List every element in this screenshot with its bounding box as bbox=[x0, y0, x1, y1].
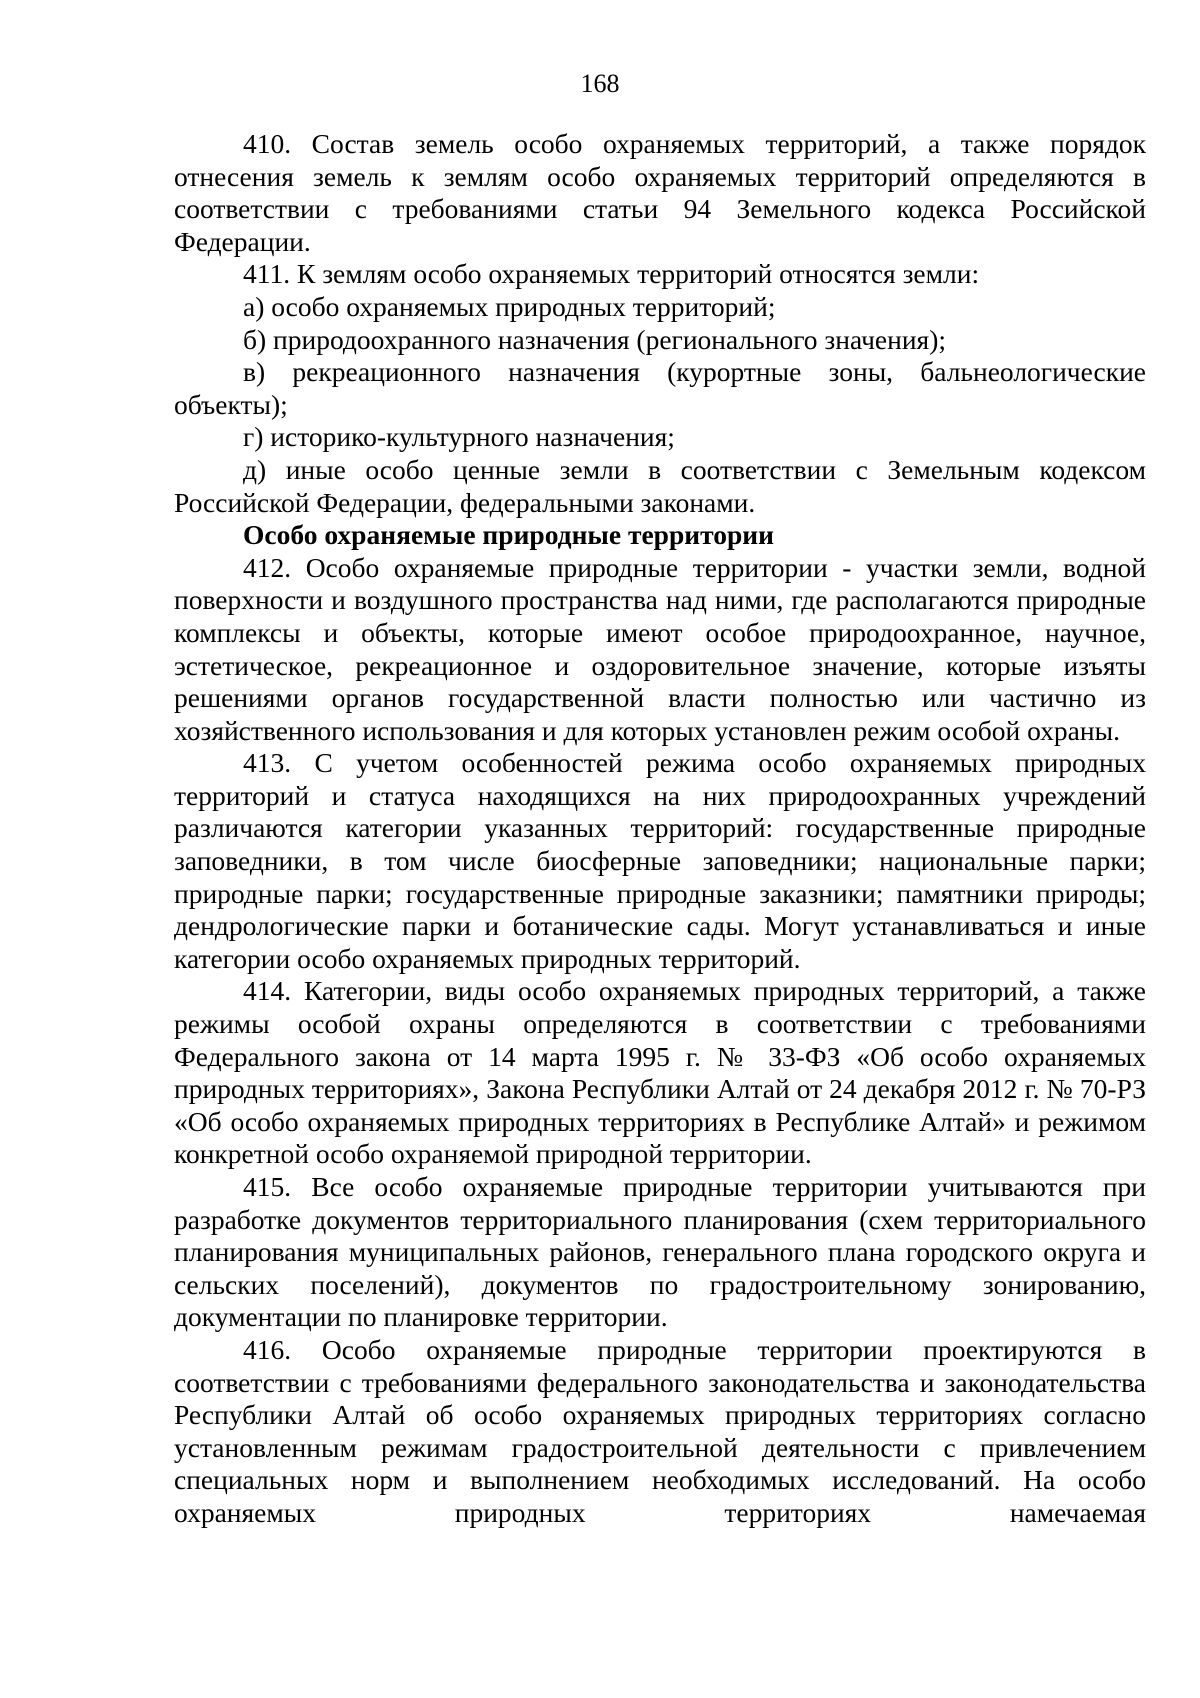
list-item-a: а) особо охраняемых природных территорий; bbox=[243, 290, 776, 322]
paragraph-413: 413. С учетом особенностей режима особо охраняемых природных территорий и статуса находящихся на них природоохранных учреждений различаются категории указанных территорий: государственные природные заповедники, в том числе биосферные заповедники; национальные парки; природные парки; государственные природные заказники; памятники природы; дендрологические парки и ботанические сады. Могут устанавливаться и иные категории особо охраняемых природных территорий. bbox=[174, 747, 1146, 974]
paragraph-416: 416. Особо охраняемые природные территории проектируются в соответствии с требованиями федерального законодательства и законодательства Республики Алтай об особо охраняемых природных территориях согласно установленным режимам градостроительной деятельности с привлечением специальных норм и выполнением необходимых исследований. На особо охраняемых природных территориях намечаемая bbox=[174, 1333, 1146, 1528]
page-number: 168 bbox=[580, 69, 620, 98]
paragraph-412: 412. Особо охраняемые природные территории - участки земли, водной поверхности и воздушного пространства над ними, где располагаются природные комплексы и объекты, которые имеют особое природоохранное, научное, эстетическое, рекреационное и оздоровительное значение, которые изъяты решениями органов государственной власти полностью или частично из хозяйственного использования и для которых установлен режим особой охраны. bbox=[174, 551, 1146, 746]
list-item-b: б) природоохранного назначения (регионального значения); bbox=[243, 323, 947, 355]
list-item-v: в) рекреационного назначения (курортные зоны, бальнеологические объекты); bbox=[174, 356, 1146, 420]
paragraph-414: 414. Категории, виды особо охраняемых природных территорий, а также режимы особой охраны определяются в соответствии с требованиями Федерального закона от 14 марта 1995 г. № 33-ФЗ «Об особо охраняемых природных территориях», Закона Республики Алтай от 24 декабря 2012 г. № 70-РЗ «Об особо охраняемых природных территориях в Республике Алтай» и режимом конкретной особо охраняемой природной территории. bbox=[174, 975, 1146, 1170]
paragraph-411: 411. К землям особо охраняемых территорий относятся земли: bbox=[243, 258, 980, 290]
list-item-g: г) историко-культурного назначения; bbox=[243, 421, 675, 453]
list-item-d: д) иные особо ценные земли в соответствии с Земельным кодексом Российской Федерации, федеральными законами. bbox=[174, 453, 1146, 518]
paragraph-410: 410. Состав земель особо охраняемых территорий, а также порядок отнесения земель к землям особо охраняемых территорий определяются в соответствии с требованиями статьи 94 Земельного кодекса Российской Федерации. bbox=[174, 128, 1146, 257]
section-heading: Особо охраняемые природные территории bbox=[243, 519, 774, 551]
document-body bbox=[174, 128, 1146, 1530]
paragraph-415: 415. Все особо охраняемые природные территории учитываются при разработке документов территориального планирования (схем территориального планирования муниципальных районов, генерального плана городского округа и сельских поселений), документов по градостроительному зонированию, документации по планировке территории. bbox=[174, 1171, 1146, 1333]
